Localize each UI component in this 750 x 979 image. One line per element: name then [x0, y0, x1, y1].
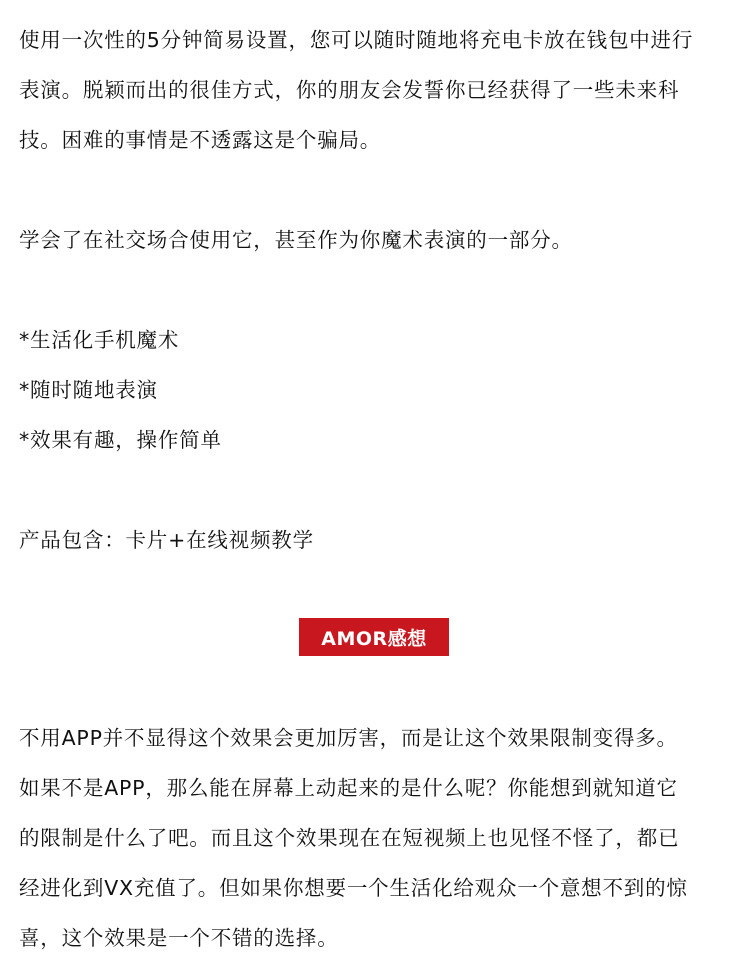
- review-line: 如果不是APP，那么能在屏幕上动起来的是什么呢？你能想到就知道它: [19, 776, 678, 800]
- feature-item: *效果有趣，操作简单: [19, 428, 222, 452]
- intro-paragraph: [19, 15, 734, 165]
- package-contents-line: 产品包含：卡片+在线视频教学: [19, 528, 314, 552]
- feature-item: *随时随地表演: [19, 378, 158, 402]
- review-line: 的限制是什么了吧。而且这个效果现在在短视频上也见怪不怪了，都已: [19, 826, 680, 850]
- review-line: 经进化到VX充值了。但如果你想要一个生活化给观众一个意想不到的惊: [19, 876, 688, 900]
- feature-item: *生活化手机魔术: [19, 328, 180, 352]
- social-usage-line: 学会了在社交场合使用它，甚至作为你魔术表演的一部分。: [19, 228, 573, 252]
- review-line: 不用APP并不显得这个效果会更加厉害，而是让这个效果限制变得多。: [19, 726, 678, 750]
- review-line: 喜，这个效果是一个不错的选择。: [19, 926, 339, 950]
- package-contents-paragraph: [19, 515, 734, 565]
- intro-line: 技。困难的事情是不透露这是个骗局。: [19, 128, 382, 152]
- feature-list: [19, 315, 734, 465]
- intro-line: 使用一次性的5分钟简易设置，您可以随时随地将充电卡放在钱包中进行: [19, 28, 694, 52]
- intro-line: 表演。脱颖而出的很佳方式，你的朋友会发誓你已经获得了一些未来科: [19, 78, 680, 102]
- section-heading-badge: AMOR感想: [299, 618, 449, 656]
- social-usage-paragraph: [19, 215, 734, 265]
- review-paragraph: [19, 713, 734, 963]
